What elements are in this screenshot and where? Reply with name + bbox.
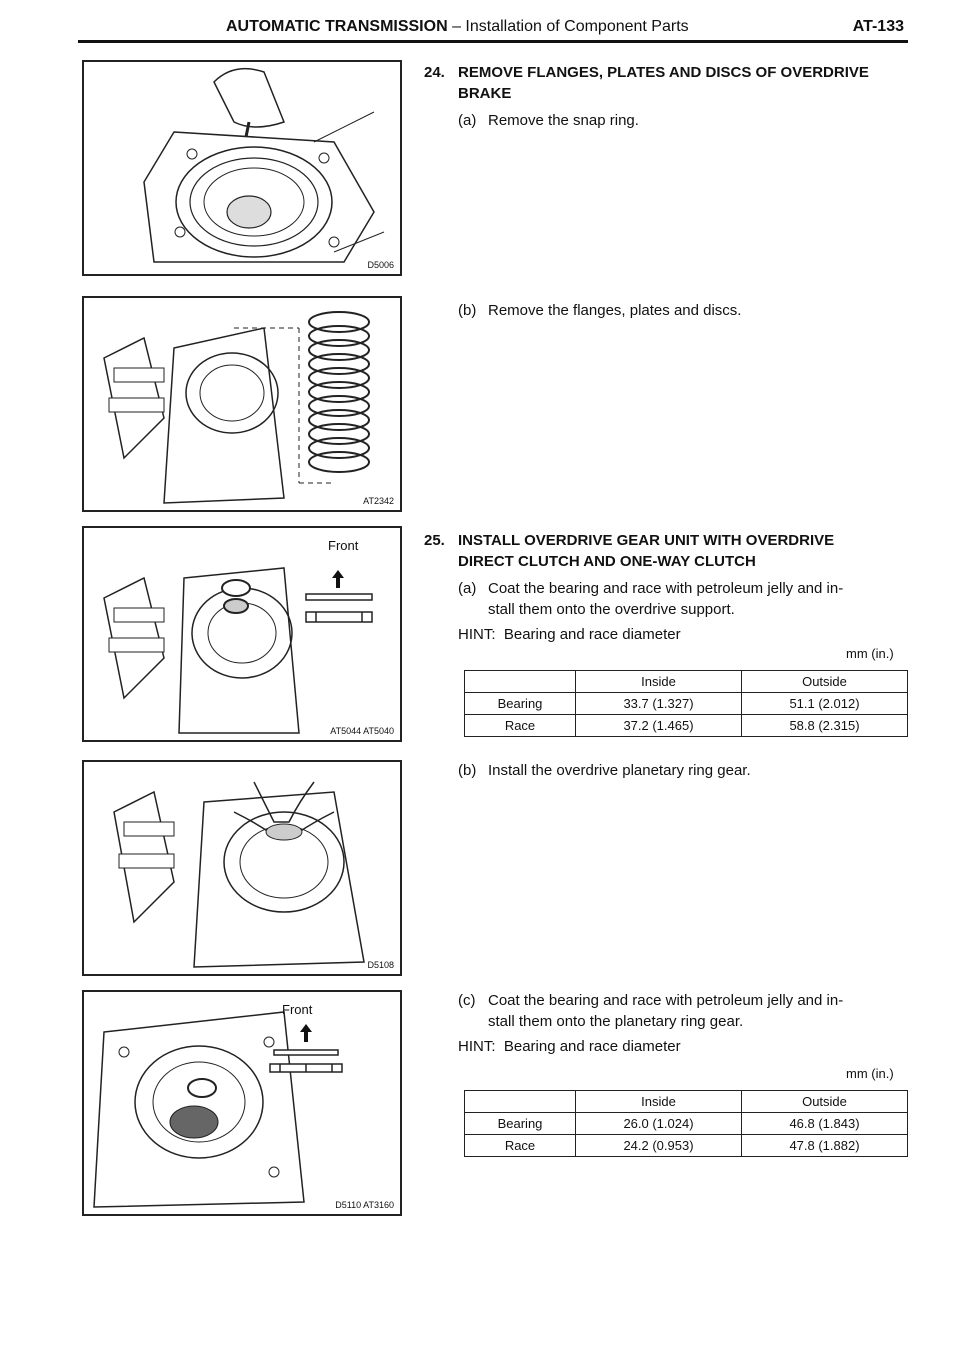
snap-ring-illustration: [84, 62, 400, 274]
step-25a-cont: stall them onto the overdrive support.: [488, 601, 735, 618]
figure-code: AT2342: [363, 496, 394, 506]
table-row: Race 24.2 (0.953) 47.8 (1.882): [465, 1135, 908, 1157]
ring-gear-bearing-illustration: [84, 992, 400, 1214]
step-25-heading-cont: DIRECT CLUTCH AND ONE-WAY CLUTCH: [458, 553, 756, 570]
figure-snap-ring: [82, 60, 402, 276]
step-24-heading: 24. REMOVE FLANGES, PLATES AND DISCS OF OVERDRIVE: [424, 64, 869, 81]
step-24b: (b) Remove the flanges, plates and discs.: [458, 302, 742, 319]
table-row: Bearing 26.0 (1.024) 46.8 (1.843): [465, 1113, 908, 1135]
page-number: AT-133: [852, 18, 904, 35]
figure-code: D5110 AT3160: [335, 1200, 394, 1210]
step-25c: (c) Coat the bearing and race with petroleum jelly and in- stall them onto the planetary ring gear. HINT: Bearing and race diameter: [424, 990, 910, 1057]
table-planetary-ring-gear-bearing: [464, 1090, 908, 1157]
step-24-heading-cont: BRAKE: [458, 85, 512, 102]
step-24: [424, 62, 910, 131]
figure-ring-gear-bearing: [82, 990, 402, 1216]
step-24a: (a) Remove the snap ring.: [458, 112, 639, 129]
figure-code: D5108: [367, 960, 394, 970]
figure-overdrive-support-bearing: [82, 526, 402, 742]
page-title: AUTOMATIC TRANSMISSION – Installation of Component Parts: [226, 18, 689, 35]
figure-planetary-ring-gear: [82, 760, 402, 976]
header-rule: [78, 40, 908, 43]
overdrive-support-illustration: [84, 528, 400, 740]
table-row: Inside Outside: [465, 1091, 908, 1113]
step-25c-hint: HINT: Bearing and race diameter: [458, 1038, 681, 1055]
figure-code: AT5044 AT5040: [330, 726, 394, 736]
step-25a-hint: HINT: Bearing and race diameter: [458, 626, 681, 643]
table1-unit: mm (in.): [846, 646, 894, 661]
table-overdrive-support-bearing: [464, 670, 908, 737]
step-25c-cont: stall them onto the planetary ring gear.: [488, 1013, 744, 1030]
flanges-plates-discs-illustration: [84, 298, 400, 510]
page-header: [78, 18, 908, 40]
front-label: Front: [328, 538, 359, 553]
planetary-ring-gear-illustration: [84, 762, 400, 974]
figure-code: D5006: [367, 260, 394, 270]
step-25a: (a) Coat the bearing and race with petroleum jelly and in-: [458, 580, 844, 597]
step-25-heading: 25. INSTALL OVERDRIVE GEAR UNIT WITH OVERDRIVE: [424, 532, 835, 549]
table-row: Inside Outside: [465, 671, 908, 693]
table-row: Bearing 33.7 (1.327) 51.1 (2.012): [465, 693, 908, 715]
table-row: Race 37.2 (1.465) 58.8 (2.315): [465, 715, 908, 737]
table2-unit: mm (in.): [846, 1066, 894, 1081]
step-25b: (b) Install the overdrive planetary ring gear.: [458, 762, 751, 779]
step-25: [424, 530, 910, 645]
figure-flanges-plates-discs: [82, 296, 402, 512]
front-label: Front: [282, 1002, 313, 1017]
